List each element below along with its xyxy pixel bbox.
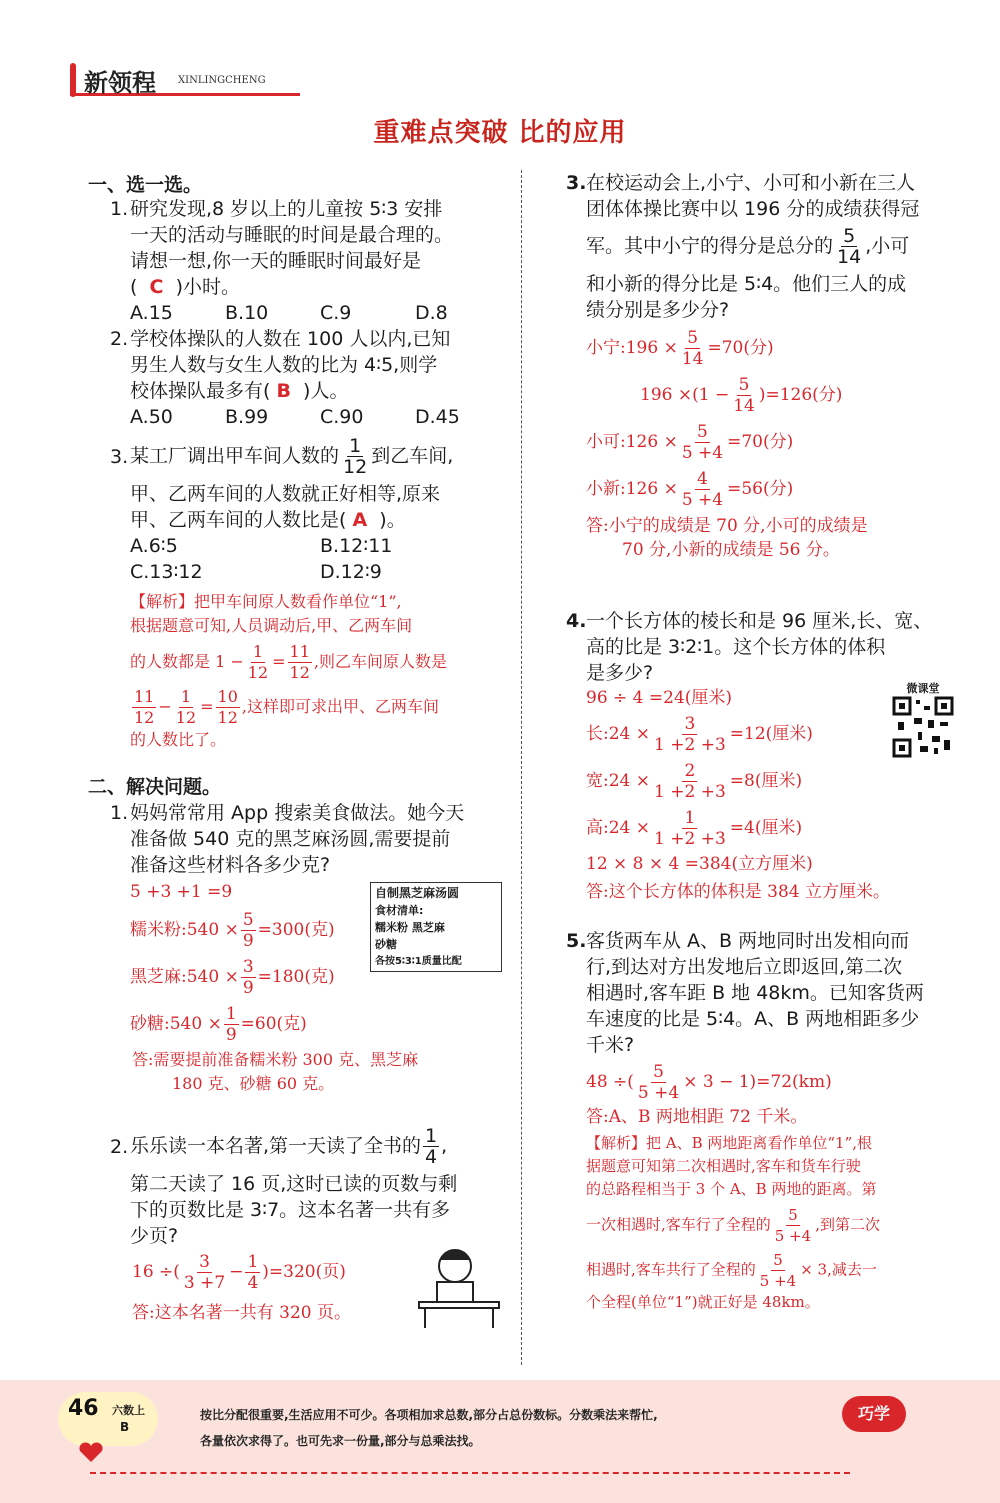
recipe-line: 糯米粉 黑芝麻 [375,921,445,934]
solution-line: 宽:24 × $\frac{2}{1 +2 +3}$ =8(厘米) [586,761,803,802]
q-text: 到乙车间, [371,445,454,467]
solution-line: 砂糖:540 × $\frac{1}{9}$ =60(克) [130,1004,307,1045]
problem-1 [110,800,510,876]
solution-line: 196 ×(1 − $\frac{5}{14}$ )=126(分) [640,375,843,416]
option-d: D.8 [415,302,448,324]
analysis-line: 【解析】把甲车间原人数看作单位“1”, [130,592,402,611]
q-text-line: 客货两车从 A、B 两地同时出发相向而 [586,930,910,952]
option-c: C.90 [320,406,364,428]
grade-label: 六数上 [112,1404,145,1417]
blank-close: )小时。 [175,276,240,298]
recipe-line: 各按5∶3∶1质量比配 [375,956,462,967]
answer-p1 [132,1048,512,1096]
solution-p1 [130,880,370,1045]
qr-label: 微课堂 [906,682,940,695]
solution-line: 小新:126 × $\frac{4}{5 +4}$ =56(分) [586,469,794,510]
q-text-line: 准备这些材料各多少克? [130,854,331,876]
analysis-line: 的人数比了。 [130,730,227,749]
analysis-line: 一次相遇时,客车行了全程的 $\frac{5}{5 +4}$ ,到第二次 [586,1206,880,1245]
q-text-line: 学校体操队的人数在 100 人以内,已知 [130,328,451,350]
option-b: B.12∶11 [320,535,393,557]
column-divider [521,170,522,1365]
solution-line: 糯米粉:540 × $\frac{5}{9}$ =300(克) [130,910,335,951]
page-title: 重难点突破 比的应用 [373,118,627,148]
option-a: A.6∶5 [130,535,178,557]
q-text-line: 一个长方体的棱长和是 96 厘米,长、宽、 [586,610,933,632]
analysis-note [130,590,510,752]
blank-open: ( [130,276,138,298]
tip-badge: 巧学 [842,1396,906,1432]
answer-line [130,274,510,300]
options-row [130,300,510,326]
answer-a: A [352,509,368,531]
solution-line: 小宁:196 × $\frac{5}{14}$ =70(分) [586,328,774,369]
tip-line: 按比分配很重要,生活应用不可少。各项相加求总数,部分占总份数标。分数乘法来帮忙, [200,1408,658,1422]
solution-q5 [586,1062,966,1129]
q-text-line: 千米? [586,1034,635,1056]
q-text-line: 研究发现,8 岁以上的儿童按 5∶3 安排 [130,198,443,220]
answer-line [130,378,510,404]
q-text-line: 车速度的比是 5∶4。A、B 两地相距多少 [586,1008,920,1030]
solution-line: 5 +3 +1 =9 [130,882,233,902]
q-text-line: 下的页数比是 3∶7。这本名著一共有多 [130,1199,451,1221]
q-text-line: 一天的活动与睡眠的时间是最合理的。 [130,224,454,246]
q-text: 校体操队最多有( [130,380,271,402]
analysis-line: 的总路程相当于 3 个 A、B 两地的距离。第 [586,1180,877,1198]
answer-line: 答:小宁的成绩是 70 分,小可的成绩是 [586,516,868,536]
q-text-line: 妈妈常常用 App 搜索美食做法。她今天 [130,802,465,824]
answer-b: B [276,380,291,402]
page-badge [58,1392,158,1446]
q-text-line: 甲、乙两车间的人数就正好相等,原来 [130,483,441,505]
choice-q1 [110,196,510,324]
q-text-line: 男生人数与女生人数的比为 4∶5,则学 [130,354,438,376]
problem-5 [566,928,961,1056]
q-number: 1. [110,198,129,220]
problem-3 [566,170,961,321]
q-text: 某工厂调出甲车间人数的 [130,445,340,467]
answer-line: 70 分,小新的成绩是 56 分。 [622,540,840,560]
analysis-line: 的人数都是 1 − $\frac{1}{12}$ = $\frac{11}{12}$ ,则乙车间原人数是 [130,642,447,682]
options-row [130,404,510,430]
brand-pinyin: XINLINGCHENG [178,75,266,86]
q-number: 3. [566,172,587,194]
option-a: A.50 [130,406,173,428]
page-number: 46 [68,1396,99,1421]
heart-icon [78,1442,104,1464]
footer-divider [90,1472,850,1474]
q-text-line: 军。其中小宁的得分是总分的 $\frac{5}{14}$ ,小可 [586,225,910,268]
problem-4 [566,608,961,684]
analysis-line: 【解析】把 A、B 两地距离看作单位“1”,根 [586,1134,873,1152]
q-number: 2. [110,1136,129,1158]
answer-line: 答:这个长方体的体积是 384 立方厘米。 [586,882,890,902]
analysis-line: 相遇时,客车共行了全程的 $\frac{5}{5 +4}$ × 3,减去一 [586,1251,877,1290]
q-text-line: 准备做 540 克的黑芝麻汤圆,需要提前 [130,828,451,850]
answer-line [130,507,510,533]
option-a: A.15 [130,302,173,324]
solution-line: 长:24 × $\frac{3}{1 +2 +3}$ =12(厘米) [586,714,813,755]
q-text-line [130,436,510,477]
recipe-card [370,882,502,972]
answer-line: 答:这本名著一共有 320 页。 [132,1303,351,1323]
q-text-line: 和小新的得分比是 5∶4。他们三人的成 [586,273,907,295]
q-text-line: 行,到达对方出发地后立即返回,第二次 [586,956,903,978]
options-row [130,533,510,585]
solution-line: 高:24 × $\frac{1}{1 +2 +3}$ =4(厘米) [586,808,803,849]
q-text-line: 相遇时,客车距 B 地 48km。已知客货两 [586,982,924,1004]
q-number: 4. [566,610,587,632]
recipe-line: 食材清单: [375,904,424,917]
answer-line: 180 克、砂糖 60 克。 [172,1074,335,1093]
section-solve-heading: 二、解决问题。 [88,776,222,798]
solution-line: 12 × 8 × 4 =384(立方厘米) [586,854,813,874]
q-text-line: 高的比是 3∶2∶1。这个长方体的体积 [586,636,886,658]
fraction: $\frac{1}{12}$ [343,435,368,478]
answer-q4 [586,852,966,904]
analysis-line: 根据题意可知,人员调动后,甲、乙两车间 [130,616,413,635]
q-text-line: 乐乐读一本名著,第一天读了全书的 $\frac{1}{4}$ , [130,1125,448,1168]
edition-label: B [120,1420,130,1434]
q-number: 1. [110,802,129,824]
q-text-line: 团体体操比赛中以 196 分的成绩获得冠 [586,198,920,220]
q-text-line: 少页? [130,1225,179,1247]
solution-line: 48 ÷( $\frac{5}{5 +4}$ × 3 − 1)=72(km) [586,1062,832,1103]
reading-child-illustration [415,1240,505,1330]
solution-q3 [586,328,966,562]
solution-line: 96 ÷ 4 =24(厘米) [586,688,733,708]
q-text-line: 第二天读了 16 页,这时已读的页数与剩 [130,1173,458,1195]
analysis-q5 [586,1132,971,1314]
option-b: B.99 [225,406,269,428]
q-text: )人。 [303,380,349,402]
footer-tip [200,1402,830,1454]
brand-name: 新领程 [84,68,156,97]
option-c: C.9 [320,302,352,324]
solution-p2 [132,1252,412,1325]
solution-line: 小可:126 × $\frac{5}{5 +4}$ =70(分) [586,422,794,463]
recipe-line: 砂糖 [375,938,397,951]
q-number: 3. [110,446,129,468]
section-choose-heading: 一、选一选。 [88,174,203,196]
solution-line: 黑芝麻:540 × $\frac{3}{9}$ =180(克) [130,957,335,998]
analysis-line: 个全程(单位“1”)就正好是 48km。 [586,1293,820,1311]
answer-line: 答:A、B 两地相距 72 千米。 [586,1107,808,1127]
q-text-line: 在校运动会上,小宁、小可和小新在三人 [586,172,916,194]
choice-q2 [110,326,510,428]
analysis-line: 据题意可知第二次相遇时,客车和货车行驶 [586,1157,861,1175]
option-d: D.45 [415,406,460,428]
answer-line: 答:需要提前准备糯米粉 300 克、黑芝麻 [132,1050,419,1069]
q-number: 5. [566,930,587,952]
q-number: 2. [110,328,129,350]
option-b: B.10 [225,302,269,324]
q-text: 甲、乙两车间的人数比是( [130,509,347,531]
q-text-line: 请想一想,你一天的睡眠时间最好是 [130,250,422,272]
recipe-title: 自制黑芝麻汤圆 [375,886,460,900]
solution-line: 16 ÷( $\frac{3}{3 +7}$ − $\frac{1}{4}$ )=320(页) [132,1252,346,1293]
answer-c: C [149,276,164,298]
q-text-line: 绩分别是多少分? [586,299,730,321]
solution-q4 [586,686,896,849]
brand-logo [70,63,310,103]
option-c: C.13∶12 [130,561,203,583]
q-text-line: 是多少? [586,662,654,684]
analysis-line: $\frac{11}{12}$ − $\frac{1}{12}$ = $\frac{10}{12}$ ,这样即可求出甲、乙两车间 [134,687,439,727]
tip-line: 各量依次求得了。也可先求一份量,部分与总乘法找。 [200,1434,481,1448]
option-d: D.12∶9 [320,561,382,583]
qr-code-icon[interactable] [892,696,954,758]
q-text: )。 [379,509,406,531]
